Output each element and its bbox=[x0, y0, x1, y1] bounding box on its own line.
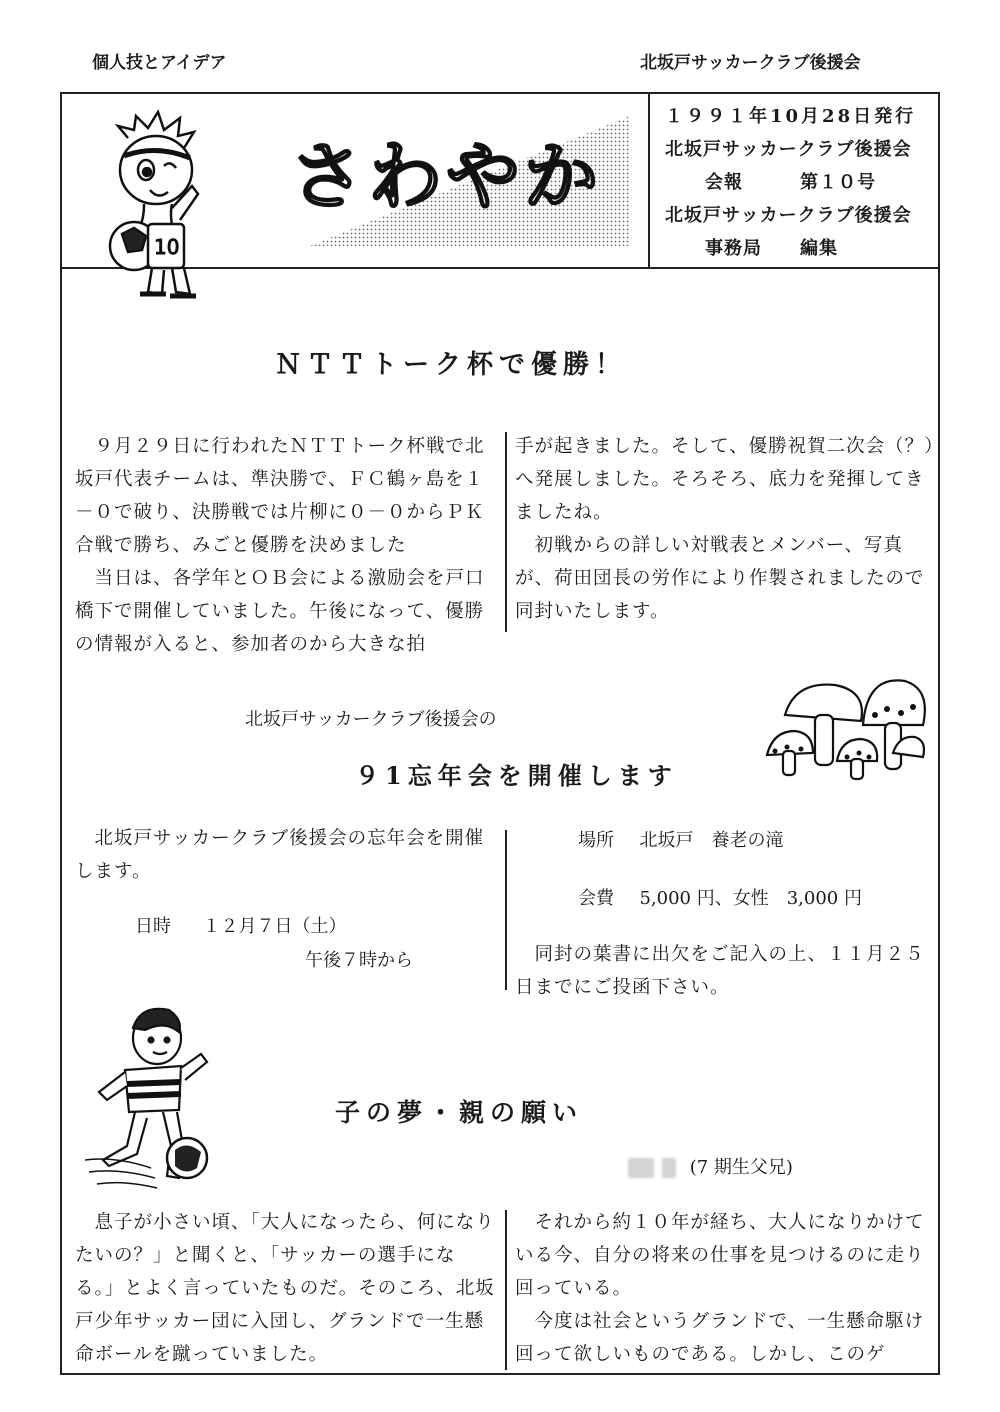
redacted-name bbox=[662, 1158, 676, 1178]
article2-rsvp-note: 同封の葉書に出欠をご記入の上、１１月２５日までにご投函下さい。 bbox=[515, 944, 925, 998]
article3-heading: 子の夢・親の願い bbox=[335, 1098, 584, 1127]
article3-paragraph: それから約１０年が経ち、大人になりかけている今、自分の将来の仕事を見つけるのに走り回っている。 bbox=[515, 1212, 925, 1299]
article1-column-divider bbox=[505, 432, 507, 632]
event-fee bbox=[578, 884, 862, 910]
article3-paragraph: 息子が小さい頃、「大人になったら、何になりたいの？」と聞くと、「サッカーの選手になる。」とよく言っていたものだ。そのころ、北坂戸少年サッカー団に入団し、グランドで一生懸命ボールを蹴っていました。 bbox=[75, 1212, 495, 1365]
article3-byline bbox=[628, 1153, 793, 1179]
masthead-vertical-divider bbox=[648, 92, 650, 268]
event-date-label: 日時 bbox=[135, 916, 171, 937]
article3-column-right bbox=[515, 1206, 935, 1371]
article1-paragraph: 当日は、各学年とＯＢ会による激励会を戸口橋下で開催していました。午後になって、優勝の情報が入ると、参加者のから大きな拍 bbox=[75, 568, 485, 655]
article1-column-left bbox=[75, 430, 495, 661]
issue-publisher: 北坂戸サッカークラブ後援会 bbox=[665, 139, 912, 160]
running-header-right: 北坂戸サッカークラブ後援会 bbox=[640, 53, 861, 73]
soccer-kid-illustration bbox=[85, 1000, 220, 1190]
masthead-title: さわやか bbox=[290, 134, 602, 220]
article2-intro: 北坂戸サッカークラブ後援会の忘年会を開催します。 bbox=[75, 828, 485, 882]
byline-suffix: (7 期生父兄) bbox=[689, 1157, 793, 1178]
event-fee-value: 5,000 円、女性 3,000 円 bbox=[639, 888, 862, 909]
article3-column-divider bbox=[505, 1210, 507, 1370]
event-time: 午後７時から bbox=[305, 950, 413, 971]
running-header-left: 個人技とアイデア bbox=[92, 53, 227, 73]
boy-mascot-illustration bbox=[100, 108, 220, 308]
article1-column-right bbox=[515, 430, 935, 628]
event-place bbox=[578, 826, 783, 852]
event-date bbox=[135, 912, 346, 938]
svg-text:10: 10 bbox=[154, 235, 180, 259]
event-place-value: 北坂戸 養老の滝 bbox=[639, 830, 784, 851]
redacted-name bbox=[628, 1158, 654, 1178]
issue-date: １９９１年10月28日発行 bbox=[665, 106, 917, 127]
article1-paragraph: 手が起きました。そして、優勝祝賀二次会（？）へ発展しました。そろそろ、底力を発揮してきましたね。 bbox=[515, 436, 935, 523]
article2-heading: ９1忘年会を開催します bbox=[355, 761, 678, 790]
issue-info bbox=[665, 100, 916, 265]
mushroom-illustration bbox=[755, 665, 930, 785]
article1-heading: ＮＴＴトーク杯で優勝！ bbox=[275, 350, 628, 380]
issue-number: 会報 第１０号 bbox=[705, 172, 876, 193]
article1-paragraph: ９月２９日に行われたＮＴＴトーク杯戦で北坂戸代表チームは、準決勝で、ＦＣ鶴ヶ島を１－０で破り、決勝戦では片柳に０－０からＰＫ合戦で勝ち、みごと優勝を決めました bbox=[75, 436, 485, 556]
event-date-value: １２月７日（土） bbox=[202, 916, 347, 937]
issue-office: 北坂戸サッカークラブ後援会 bbox=[665, 205, 912, 226]
article1-paragraph: 初戦からの詳しい対戦表とメンバー、写真が、荷田団長の労作により作製されましたので同封いたします。 bbox=[515, 535, 925, 622]
event-fee-label: 会費 bbox=[578, 888, 614, 909]
article3-paragraph: 今度は社会というグランドで、一生懸命駆け回って欲しいものである。しかし、このゲ bbox=[515, 1311, 925, 1365]
event-place-label: 場所 bbox=[578, 830, 614, 851]
issue-editor: 事務局 編集 bbox=[705, 238, 838, 259]
article2-subheading: 北坂戸サッカークラブ後援会の bbox=[245, 709, 497, 730]
article3-column-left bbox=[75, 1206, 495, 1371]
article2-column-divider bbox=[505, 830, 507, 990]
